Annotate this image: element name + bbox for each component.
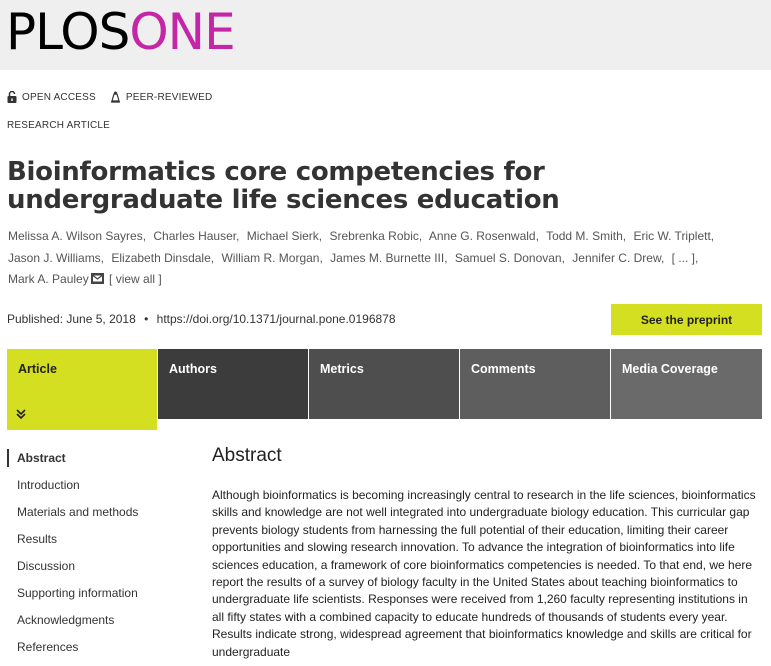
published-date: Published: June 5, 2018 (7, 312, 136, 326)
author-line-1 (8, 226, 768, 248)
tab-label: Comments (471, 362, 536, 376)
open-access-badge[interactable] (7, 91, 96, 103)
tab-label: Metrics (320, 362, 364, 376)
doi-link[interactable]: https://doi.org/10.1371/journal.pone.0196878 (156, 312, 396, 326)
publication-info (7, 312, 396, 326)
author-link[interactable]: James M. Burnette III, (330, 250, 448, 265)
show-more-authors[interactable]: [ ... ], (671, 250, 699, 265)
author-link[interactable]: Eric W. Triplett, (633, 229, 715, 243)
toc-item-results[interactable]: Results (17, 532, 58, 546)
toc-item-references[interactable]: References (17, 640, 79, 654)
see-preprint-button[interactable]: See the preprint (611, 304, 762, 335)
open-access-label: OPEN ACCESS (22, 91, 96, 103)
double-chevron-down-icon (16, 409, 26, 419)
toc-item-materials-and-methods[interactable]: Materials and methods (17, 505, 139, 519)
author-link[interactable]: Jennifer C. Drew, (572, 250, 665, 265)
tab-comments[interactable] (460, 349, 610, 419)
tab-label: Article (18, 362, 57, 376)
toc-item-discussion[interactable]: Discussion (17, 559, 76, 573)
author-link[interactable]: Charles Hauser, (153, 229, 240, 243)
tab-metrics[interactable] (309, 349, 459, 419)
peer-reviewed-icon (110, 91, 121, 103)
author-list (8, 226, 768, 291)
tab-article[interactable] (7, 349, 157, 430)
article-type: RESEARCH ARTICLE (7, 120, 111, 131)
author-link[interactable]: Anne G. Rosenwald, (428, 229, 539, 243)
author-link[interactable]: Samuel S. Donovan, (454, 250, 565, 265)
author-link[interactable]: Michael Sierk, (246, 229, 323, 243)
abstract-heading: Abstract (212, 445, 282, 466)
author-link[interactable]: Elizabeth Dinsdale, (111, 250, 215, 265)
toc-item-introduction[interactable]: Introduction (17, 478, 80, 492)
email-icon[interactable] (91, 273, 104, 284)
tab-label: Media Coverage (622, 362, 718, 376)
author-line-2 (8, 248, 768, 270)
unlock-icon (7, 91, 17, 103)
author-link[interactable]: William R. Morgan, (221, 250, 323, 265)
abstract-text: Although bioinformatics is becoming increasingly central to research in the life sciences, bioinformatics skills and knowledge are not well integrated into undergraduate biology education. This curricular gap prevents biology students from harnessing the full potential of their education, limiting their career opportunities and slowing research innovation. To advance the integration of bioinformatics into life sciences education, a framework of core bioinformatics competencies is needed. To that end, we here report the results of a survey of biology faculty in the United States about teaching bioinformatics to undergraduate life scientists. Responses were received from 1,260 faculty representing institutions in all fifty states with a combined capacity to educate hundreds of thousands of students every year. Results indicate strong, widespread agreement that bioinformatics knowledge and skills are critical for undergraduate (212, 488, 756, 659)
author-line-3 (8, 269, 768, 291)
article-tabs (7, 349, 762, 419)
plos-one-logo[interactable] (6, 2, 235, 62)
toc-item-supporting-information[interactable]: Supporting information (17, 586, 138, 600)
author-link[interactable]: Melissa A. Wilson Sayres, (8, 229, 147, 243)
site-header (0, 0, 771, 70)
peer-reviewed-badge[interactable] (110, 91, 213, 103)
article-title: Bioinformatics core competencies for undergraduate life sciences education (7, 157, 560, 215)
bullet: • (144, 312, 149, 326)
tab-media-coverage[interactable] (611, 349, 762, 419)
author-link[interactable]: Srebrenka Robic, (329, 229, 423, 243)
toc-item-acknowledgments[interactable]: Acknowledgments (17, 613, 115, 627)
author-link[interactable]: Mark A. Pauley (8, 272, 89, 286)
view-all-authors[interactable]: [ view all ] (109, 272, 162, 286)
peer-reviewed-label: PEER-REVIEWED (125, 91, 213, 103)
tab-authors[interactable] (158, 349, 308, 419)
author-link[interactable]: Jason J. Williams, (8, 250, 105, 265)
toc-item-abstract[interactable]: Abstract (7, 449, 187, 467)
tab-label: Authors (169, 362, 217, 376)
article-badges (7, 91, 226, 103)
table-of-contents (7, 449, 187, 665)
logo-one: ONE (129, 3, 235, 61)
logo-plos: PLOS (6, 3, 130, 61)
author-link[interactable]: Todd M. Smith, (546, 229, 627, 243)
